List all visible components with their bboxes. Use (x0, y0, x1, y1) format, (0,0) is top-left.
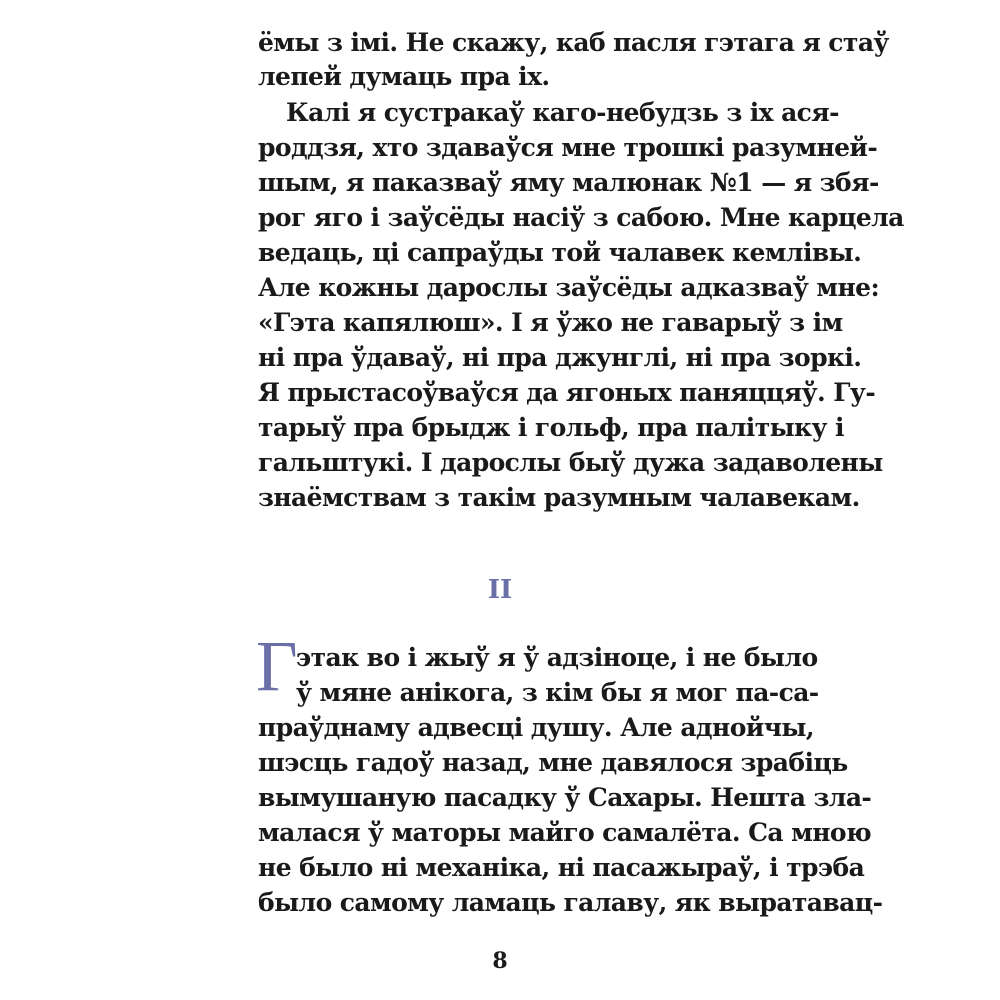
text-line: малася ў маторы майго самалёта. Са мною (258, 818, 872, 847)
text-line: рог яго і заўсёды насіў з сабою. Мне карцела (258, 203, 904, 232)
text-line: Але кожны дарослы заўсёды адказваў мне: (258, 273, 880, 302)
text-line: ў мяне анікога, з кім бы я мог па-са- (296, 678, 819, 707)
text-line: роддзя, хто здаваўся мне трошкі разумней- (258, 133, 878, 162)
text-line: шым, я паказваў яму малюнак №1 — я збя- (258, 168, 879, 197)
text-line: было самому ламаць галаву, як выратавац- (258, 888, 883, 917)
text-line: Я прыстасоўваўся да ягоных паняццяў. Гу- (258, 378, 876, 407)
text-line: ведаць, ці сапраўды той чалавек кемлівы. (258, 238, 862, 267)
text-line: праўднаму адвесці душу. Але аднойчы, (258, 713, 814, 742)
text-line: не было ні механіка, ні пасажыраў, і трэба (258, 853, 865, 882)
text-line: знаёмствам з такім разумным чалавекам. (258, 483, 860, 512)
text-line: этак во і жыў я ў адзіноце, і не было (296, 643, 818, 672)
text-line: шэсць гадоў назад, мне давялося зрабіць (258, 748, 848, 777)
text-line: гальштукі. І дарослы быў дужа задаволены (258, 448, 883, 477)
text-line: ні пра ўдаваў, ні пра джунглі, ні пра зоркі. (258, 343, 862, 372)
chapter-heading: II (487, 575, 513, 605)
text-line: вымушаную пасадку ў Сахары. Нешта зла- (258, 783, 872, 812)
text-line: Калі я сустракаў каго-небудзь з іх ася- (286, 98, 839, 127)
text-line: «Гэта капялюш». І я ўжо не гаварыў з ім (258, 308, 843, 337)
text-line: лепей думаць пра іх. (258, 62, 550, 91)
text-line: ёмы з імі. Не скажу, каб пасля гэтага я стаў (258, 28, 889, 57)
page-number: 8 (492, 948, 508, 974)
text-line: тарыў пра брыдж і гольф, пра палітыку і (258, 413, 844, 442)
drop-cap: Г (256, 626, 298, 706)
